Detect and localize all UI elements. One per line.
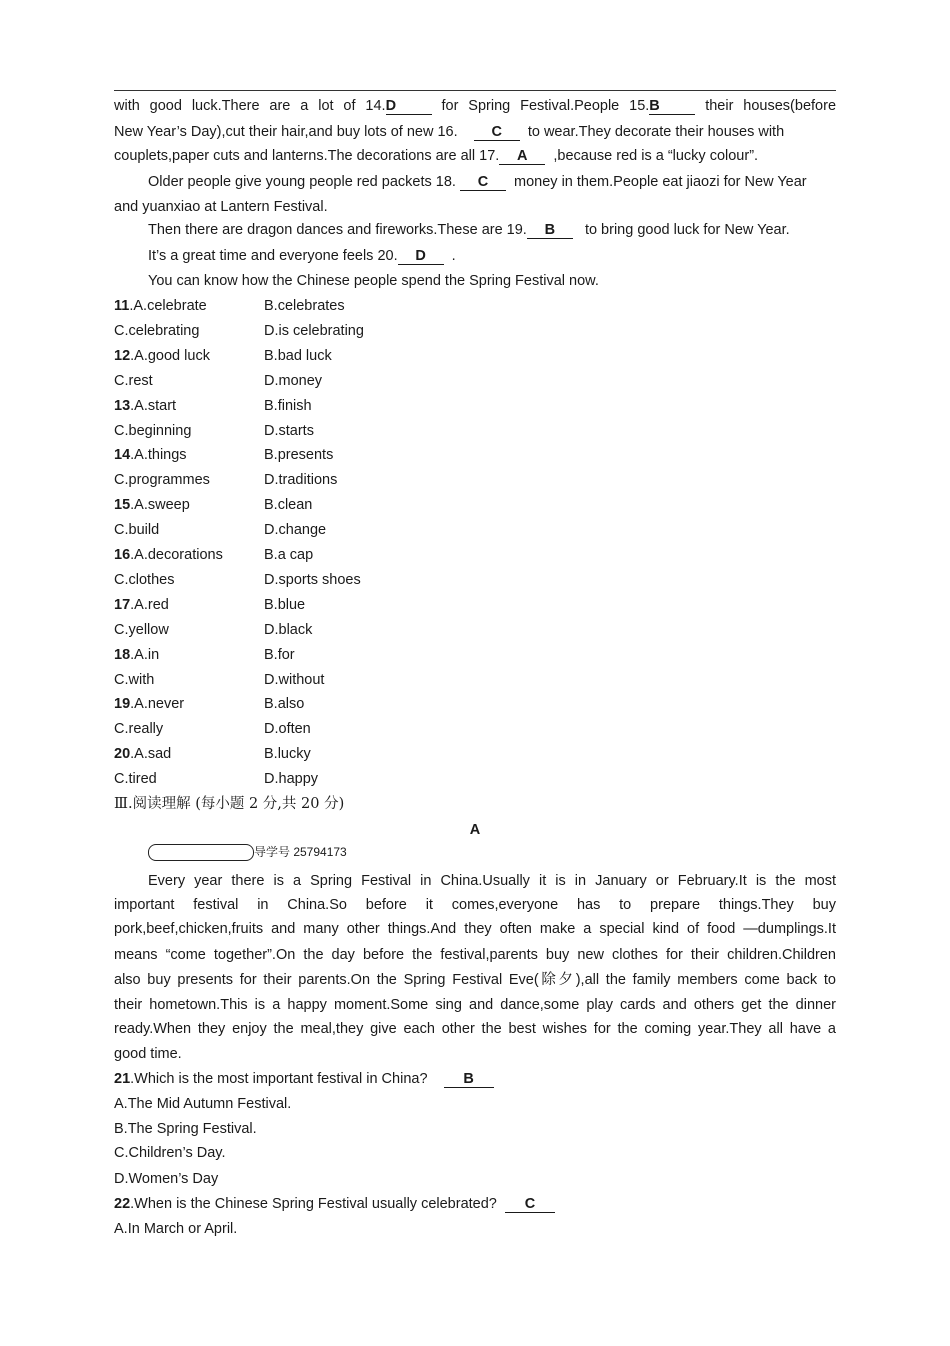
answer-blank-14: D bbox=[386, 99, 432, 115]
q21-option-b: B.The Spring Festival. bbox=[114, 1121, 257, 1137]
answer-blank-22: C bbox=[505, 1197, 555, 1213]
top-rule bbox=[114, 90, 836, 91]
option-row-17-cd: C.yellow D.black bbox=[114, 621, 313, 638]
reading-line-5: also buy presents for their parents.On the Spring Festival Eve(除夕),all the family members come back to bbox=[114, 972, 836, 988]
option-row-20-cd: C.tired D.happy bbox=[114, 771, 319, 788]
option-row-20-ab: 20.A.sad B.lucky bbox=[114, 746, 311, 763]
answer-blank-15: B bbox=[649, 99, 695, 115]
reading-line-4: means “come together”.On the day before the festival,parents buy new clothes for their children.Children bbox=[114, 947, 836, 963]
passage-line-1: with good luck.There are a lot of 14.D for Spring Festival.People 15.B their houses(before bbox=[114, 98, 837, 114]
answer-blank-21: B bbox=[444, 1072, 494, 1088]
option-row-19-ab: 19.A.never B.also bbox=[114, 696, 305, 713]
reading-line-1: Every year there is a Spring Festival in China.Usually it is in January or February.It is the most bbox=[148, 873, 836, 889]
answer-blank-16: C bbox=[474, 125, 520, 141]
option-row-15-ab: 15.A.sweep B.clean bbox=[114, 497, 313, 514]
reading-line-8: good time. bbox=[114, 1046, 182, 1062]
q21-option-c: C.Children’s Day. bbox=[114, 1145, 226, 1161]
option-row-19-cd: C.really D.often bbox=[114, 721, 311, 738]
section-heading: Ⅲ.阅读理解 (每小题 2 分,共 20 分) bbox=[114, 796, 345, 812]
passage-label: A bbox=[469, 822, 481, 838]
option-row-15-cd: C.build D.change bbox=[114, 522, 327, 539]
option-row-12-ab: 12.A.good luck B.bad luck bbox=[114, 347, 332, 364]
reading-line-7: ready.When they enjoy the meal,they give each other the best wishes for the coming year.They all have a bbox=[114, 1021, 836, 1037]
answer-blank-17: A bbox=[499, 149, 545, 165]
passage-line-7: It’s a great time and everyone feels 20. D . bbox=[148, 248, 456, 264]
option-row-12-cd: C.rest D.money bbox=[114, 372, 323, 389]
guide-badge bbox=[148, 844, 254, 861]
reading-line-6: their hometown.This is a happy moment.Some sing and dance,some play cards and others get the dinner bbox=[114, 997, 836, 1013]
q21-option-a: A.The Mid Autumn Festival. bbox=[114, 1096, 292, 1112]
q22-option-a: A.In March or April. bbox=[114, 1221, 238, 1237]
passage-line-8: You can know how the Chinese people spend the Spring Festival now. bbox=[148, 273, 599, 289]
option-row-11-cd: C.celebrating D.is celebrating bbox=[114, 323, 364, 339]
option-row-11-ab: 11.A.celebrate B.celebrates bbox=[114, 298, 345, 314]
option-row-16-cd: C.clothes D.sports shoes bbox=[114, 572, 361, 588]
passage-line-4: Older people give young people red packets 18. C money in them.People eat jiaozi for New Year bbox=[148, 174, 807, 190]
answer-blank-18: C bbox=[460, 175, 506, 191]
option-row-14-ab: 14.A.things B.presents bbox=[114, 447, 334, 464]
question-22: 22.When is the Chinese Spring Festival usually celebrated? C bbox=[114, 1194, 836, 1214]
option-row-17-ab: 17.A.red B.blue bbox=[114, 596, 306, 613]
guide-number: 导学号 25794173 bbox=[254, 845, 347, 859]
passage-line-2: New Year’s Day),cut their hair,and buy lots of new 16. C to wear.They decorate their houses with bbox=[114, 124, 785, 140]
answer-blank-20: D bbox=[398, 249, 444, 265]
reading-line-3: pork,beef,chicken,fruits and many other things.And they often make a special kind of food —dumplings.It bbox=[114, 921, 836, 937]
option-row-18-ab: 18.A.in B.for bbox=[114, 646, 295, 663]
option-row-18-cd: C.with D.without bbox=[114, 671, 325, 688]
passage-line-5: and yuanxiao at Lantern Festival. bbox=[114, 199, 328, 215]
passage-line-3: couplets,paper cuts and lanterns.The decorations are all 17. A ,because red is a “lucky colour”. bbox=[114, 148, 759, 164]
passage-line-6: Then there are dragon dances and fireworks.These are 19. B to bring good luck for New Year. bbox=[148, 222, 790, 238]
option-row-14-cd: C.programmes D.traditions bbox=[114, 472, 338, 489]
guide-number-row bbox=[114, 842, 836, 862]
option-row-13-ab: 13.A.start B.finish bbox=[114, 397, 312, 414]
option-row-16-ab: 16.A.decorations B.a cap bbox=[114, 547, 314, 563]
reading-line-2: important festival in China.So before it comes,everyone has to prepare things.They buy bbox=[114, 897, 836, 913]
q21-option-d: D.Women’s Day bbox=[114, 1171, 219, 1187]
question-21: 21.Which is the most important festival in China? B bbox=[114, 1069, 836, 1089]
option-row-13-cd: C.beginning D.starts bbox=[114, 422, 314, 439]
answer-blank-19: B bbox=[527, 223, 573, 239]
